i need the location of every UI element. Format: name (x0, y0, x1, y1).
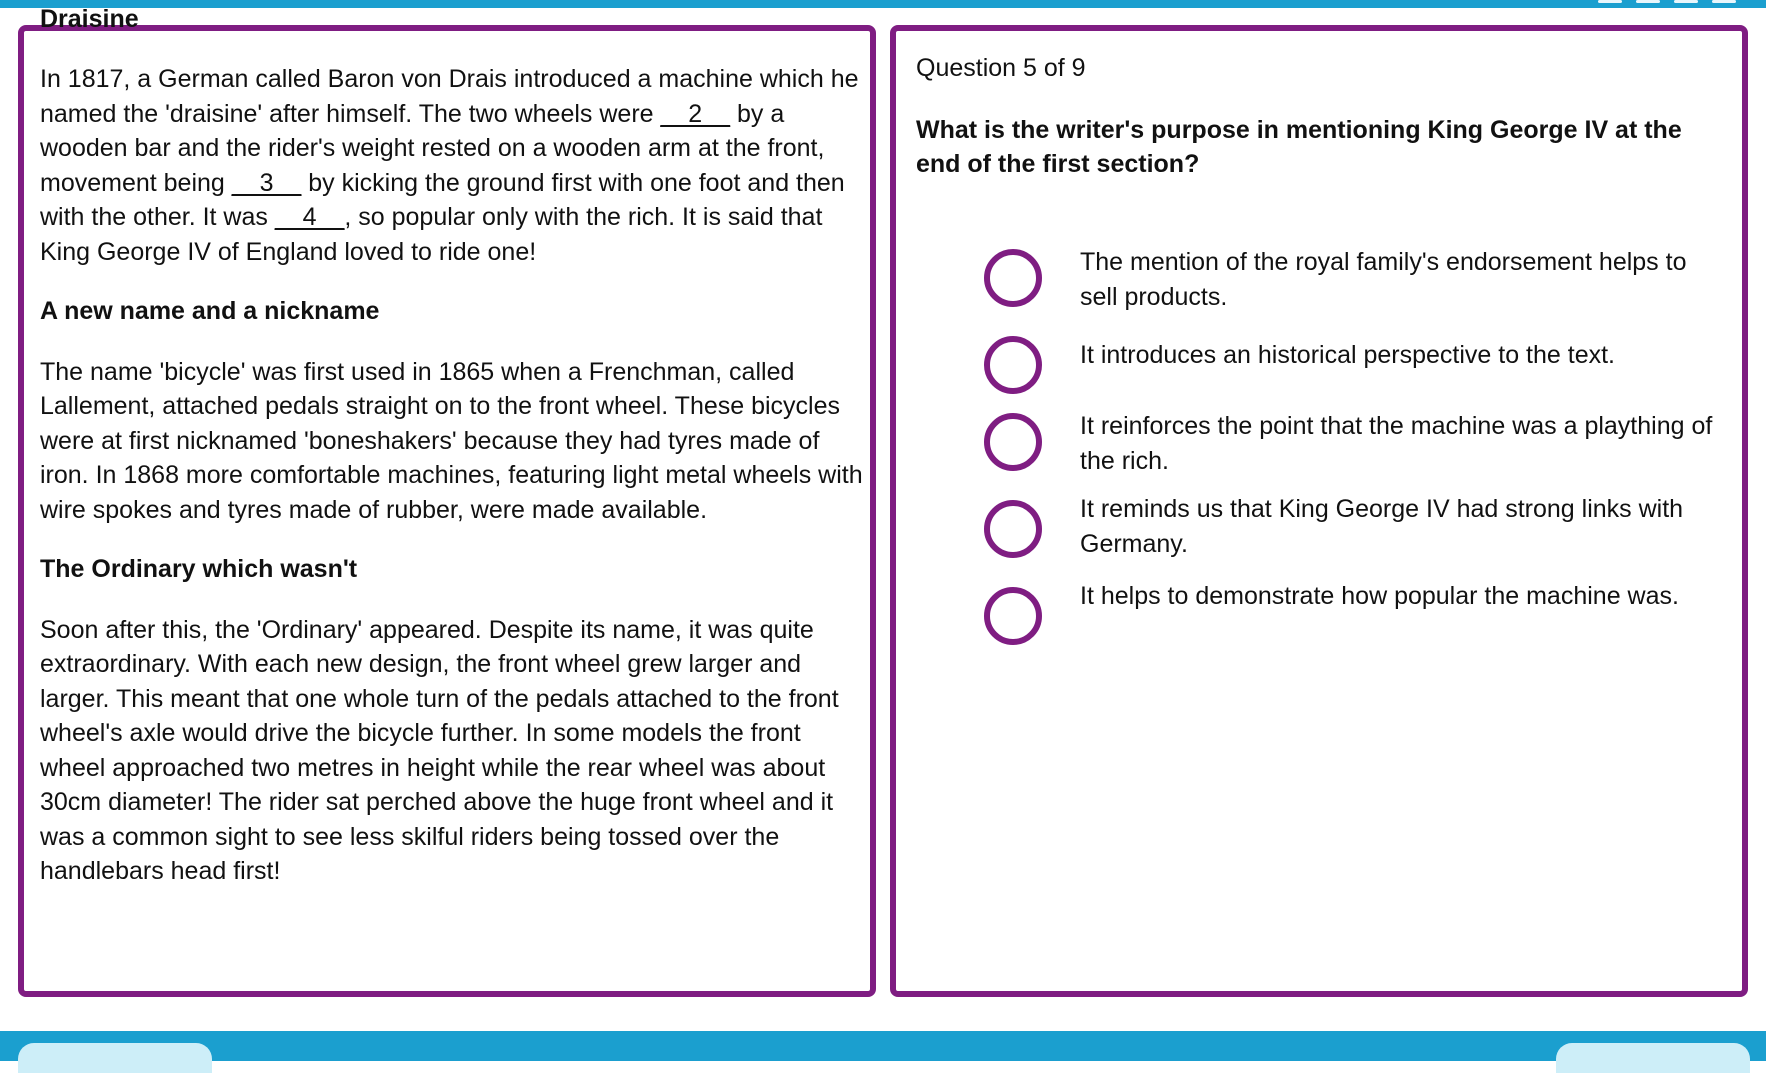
passage-text (40, 5, 866, 889)
question-text: What is the writer's purpose in mentioning King George IV at the end of the first section? (916, 116, 1682, 178)
paragraph-1-part-4: , so popular only with the rich. It is said that King George IV of England loved to ride one! (40, 203, 823, 266)
answer-options (896, 31, 1742, 991)
question-panel (890, 25, 1748, 997)
radio-button-icon[interactable] (984, 587, 1042, 645)
paragraph-1-part-3: by kicking the ground first with one foot and then with the other. It was (40, 168, 845, 231)
bottom-nav-bar (0, 1031, 1766, 1061)
answer-option-label[interactable]: It reinforces the point that the machine was a plaything of the rich. (1080, 412, 1713, 475)
passage-paragraph-1 (40, 62, 866, 269)
radio-button-icon[interactable] (984, 413, 1042, 471)
answer-option-2[interactable] (984, 336, 1724, 406)
next-button[interactable] (1556, 1043, 1750, 1073)
answer-option-4[interactable] (984, 495, 1724, 570)
section-heading-new-name: A new name and a nickname (40, 297, 380, 325)
paragraph-1-part-1: In 1817, a German called Baron von Drais introduced a machine which he named the 'draisine' after himself. The two wheels were (40, 65, 859, 128)
question-counter: Question 5 of 9 (916, 54, 1086, 82)
answer-option-label[interactable]: It helps to demonstrate how popular the machine was. (1080, 582, 1679, 610)
paragraph-1-part-2: by a wooden bar and the rider's weight rested on a wooden arm at the front, movement being (40, 99, 825, 197)
answer-option-1[interactable] (984, 249, 1724, 319)
answer-option-label[interactable]: It introduces an historical perspective to the text. (1080, 341, 1615, 369)
passage-paragraph-2: The name 'bicycle' was first used in 1865 when a Frenchman, called Lallement, attached pedals straight on to the front wheel. These bicycles were at first nicknamed 'boneshakers' because they had tyres made of iron. In 1868 more comfortable machines, featuring light metal wheels with wire spokes and tyres made of rubber, were made available. (40, 357, 863, 524)
answer-option-3[interactable] (984, 413, 1724, 483)
gap-2: __2__ (660, 99, 731, 128)
answer-option-5[interactable] (984, 582, 1724, 657)
section-heading-ordinary: The Ordinary which wasn't (40, 555, 358, 583)
passage-paragraph-3: Soon after this, the 'Ordinary' appeared. Despite its name, it was quite extraordinary. With each new design, the front wheel grew larger and larger. This meant that one whole turn of the pedals attached to the front wheel's axle would drive the bicycle further. In some models the front wheel approached two metres in height while the rear wheel was about 30cm diameter! The rider sat perched above the huge front wheel and it was a common sight to see less skilful riders being tossed over the handlebars head first! (40, 615, 839, 885)
answer-option-label[interactable]: It reminds us that King George IV had strong links with Germany. (1080, 495, 1684, 558)
gap-4: __4__ (274, 203, 345, 231)
radio-button-icon[interactable] (984, 249, 1042, 307)
radio-button-icon[interactable] (984, 336, 1042, 394)
previous-button[interactable] (18, 1043, 212, 1073)
top-bar-decoration (1586, 0, 1736, 4)
gap-3: __3__ (231, 168, 302, 197)
radio-button-icon[interactable] (984, 500, 1042, 558)
answer-option-label[interactable]: The mention of the royal family's endorsement helps to sell products. (1080, 248, 1687, 311)
passage-panel[interactable] (18, 5, 876, 997)
section-heading-draisine: Draisine (40, 5, 139, 33)
